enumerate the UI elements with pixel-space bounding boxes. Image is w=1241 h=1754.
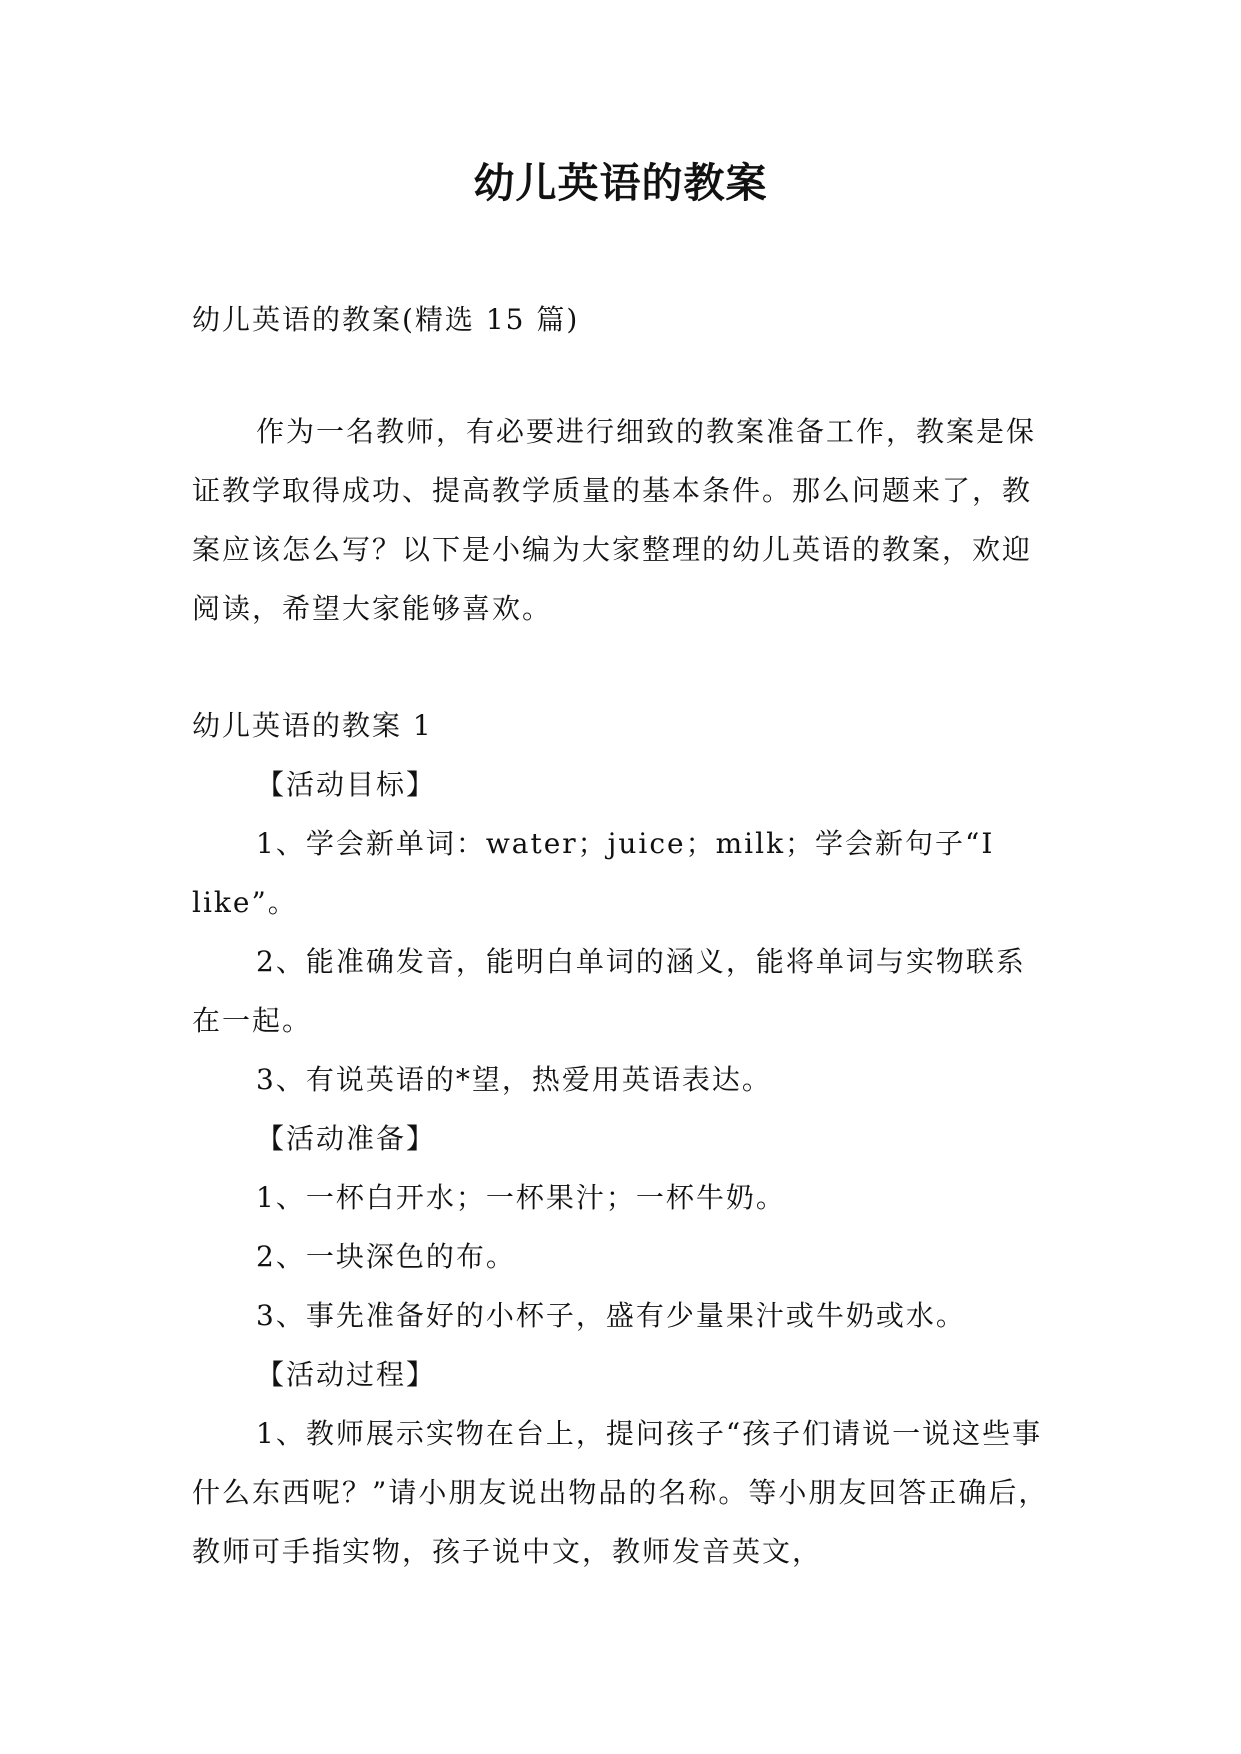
activity-preparation-heading: 【活动准备】 xyxy=(256,1122,437,1155)
preparation-item: 2、一块深色的布。 xyxy=(256,1240,516,1273)
goal-item: 1、学会新单词：water；juice；milk；学会新句子“I like”。 xyxy=(192,827,995,919)
process-item: 1、教师展示实物在台上，提问孩子“孩子们请说一说这些事什么东西呢？”请小朋友说出物品的名称。等小朋友回答正确后，教师可手指实物，孩子说中文，教师发音英文， xyxy=(192,1417,1049,1568)
goal-item: 2、能准确发音，能明白单词的涵义，能将单词与实物联系在一起。 xyxy=(192,945,1026,1037)
goal-item: 3、有说英语的*望，热爱用英语表达。 xyxy=(256,1063,772,1096)
preparation-item: 1、一杯白开水；一杯果汁；一杯牛奶。 xyxy=(256,1181,786,1214)
document-subtitle: 幼儿英语的教案(精选 15 篇) xyxy=(192,303,580,336)
intro-paragraph: 作为一名教师，有必要进行细致的教案准备工作，教案是保证教学取得成功、提高教学质量的基本条件。那么问题来了，教案应该怎么写？以下是小编为大家整理的幼儿英语的教案，欢迎阅读，希望大家能够喜欢。 xyxy=(192,415,1037,625)
section-heading: 幼儿英语的教案 1 xyxy=(192,709,433,742)
preparation-item: 3、事先准备好的小杯子，盛有少量果汁或牛奶或水。 xyxy=(256,1299,966,1332)
activity-goals-heading: 【活动目标】 xyxy=(256,768,437,801)
document-title: 幼儿英语的教案 xyxy=(473,159,768,207)
lesson-plan-section-1 xyxy=(192,696,1052,1581)
activity-process-heading: 【活动过程】 xyxy=(256,1358,437,1391)
